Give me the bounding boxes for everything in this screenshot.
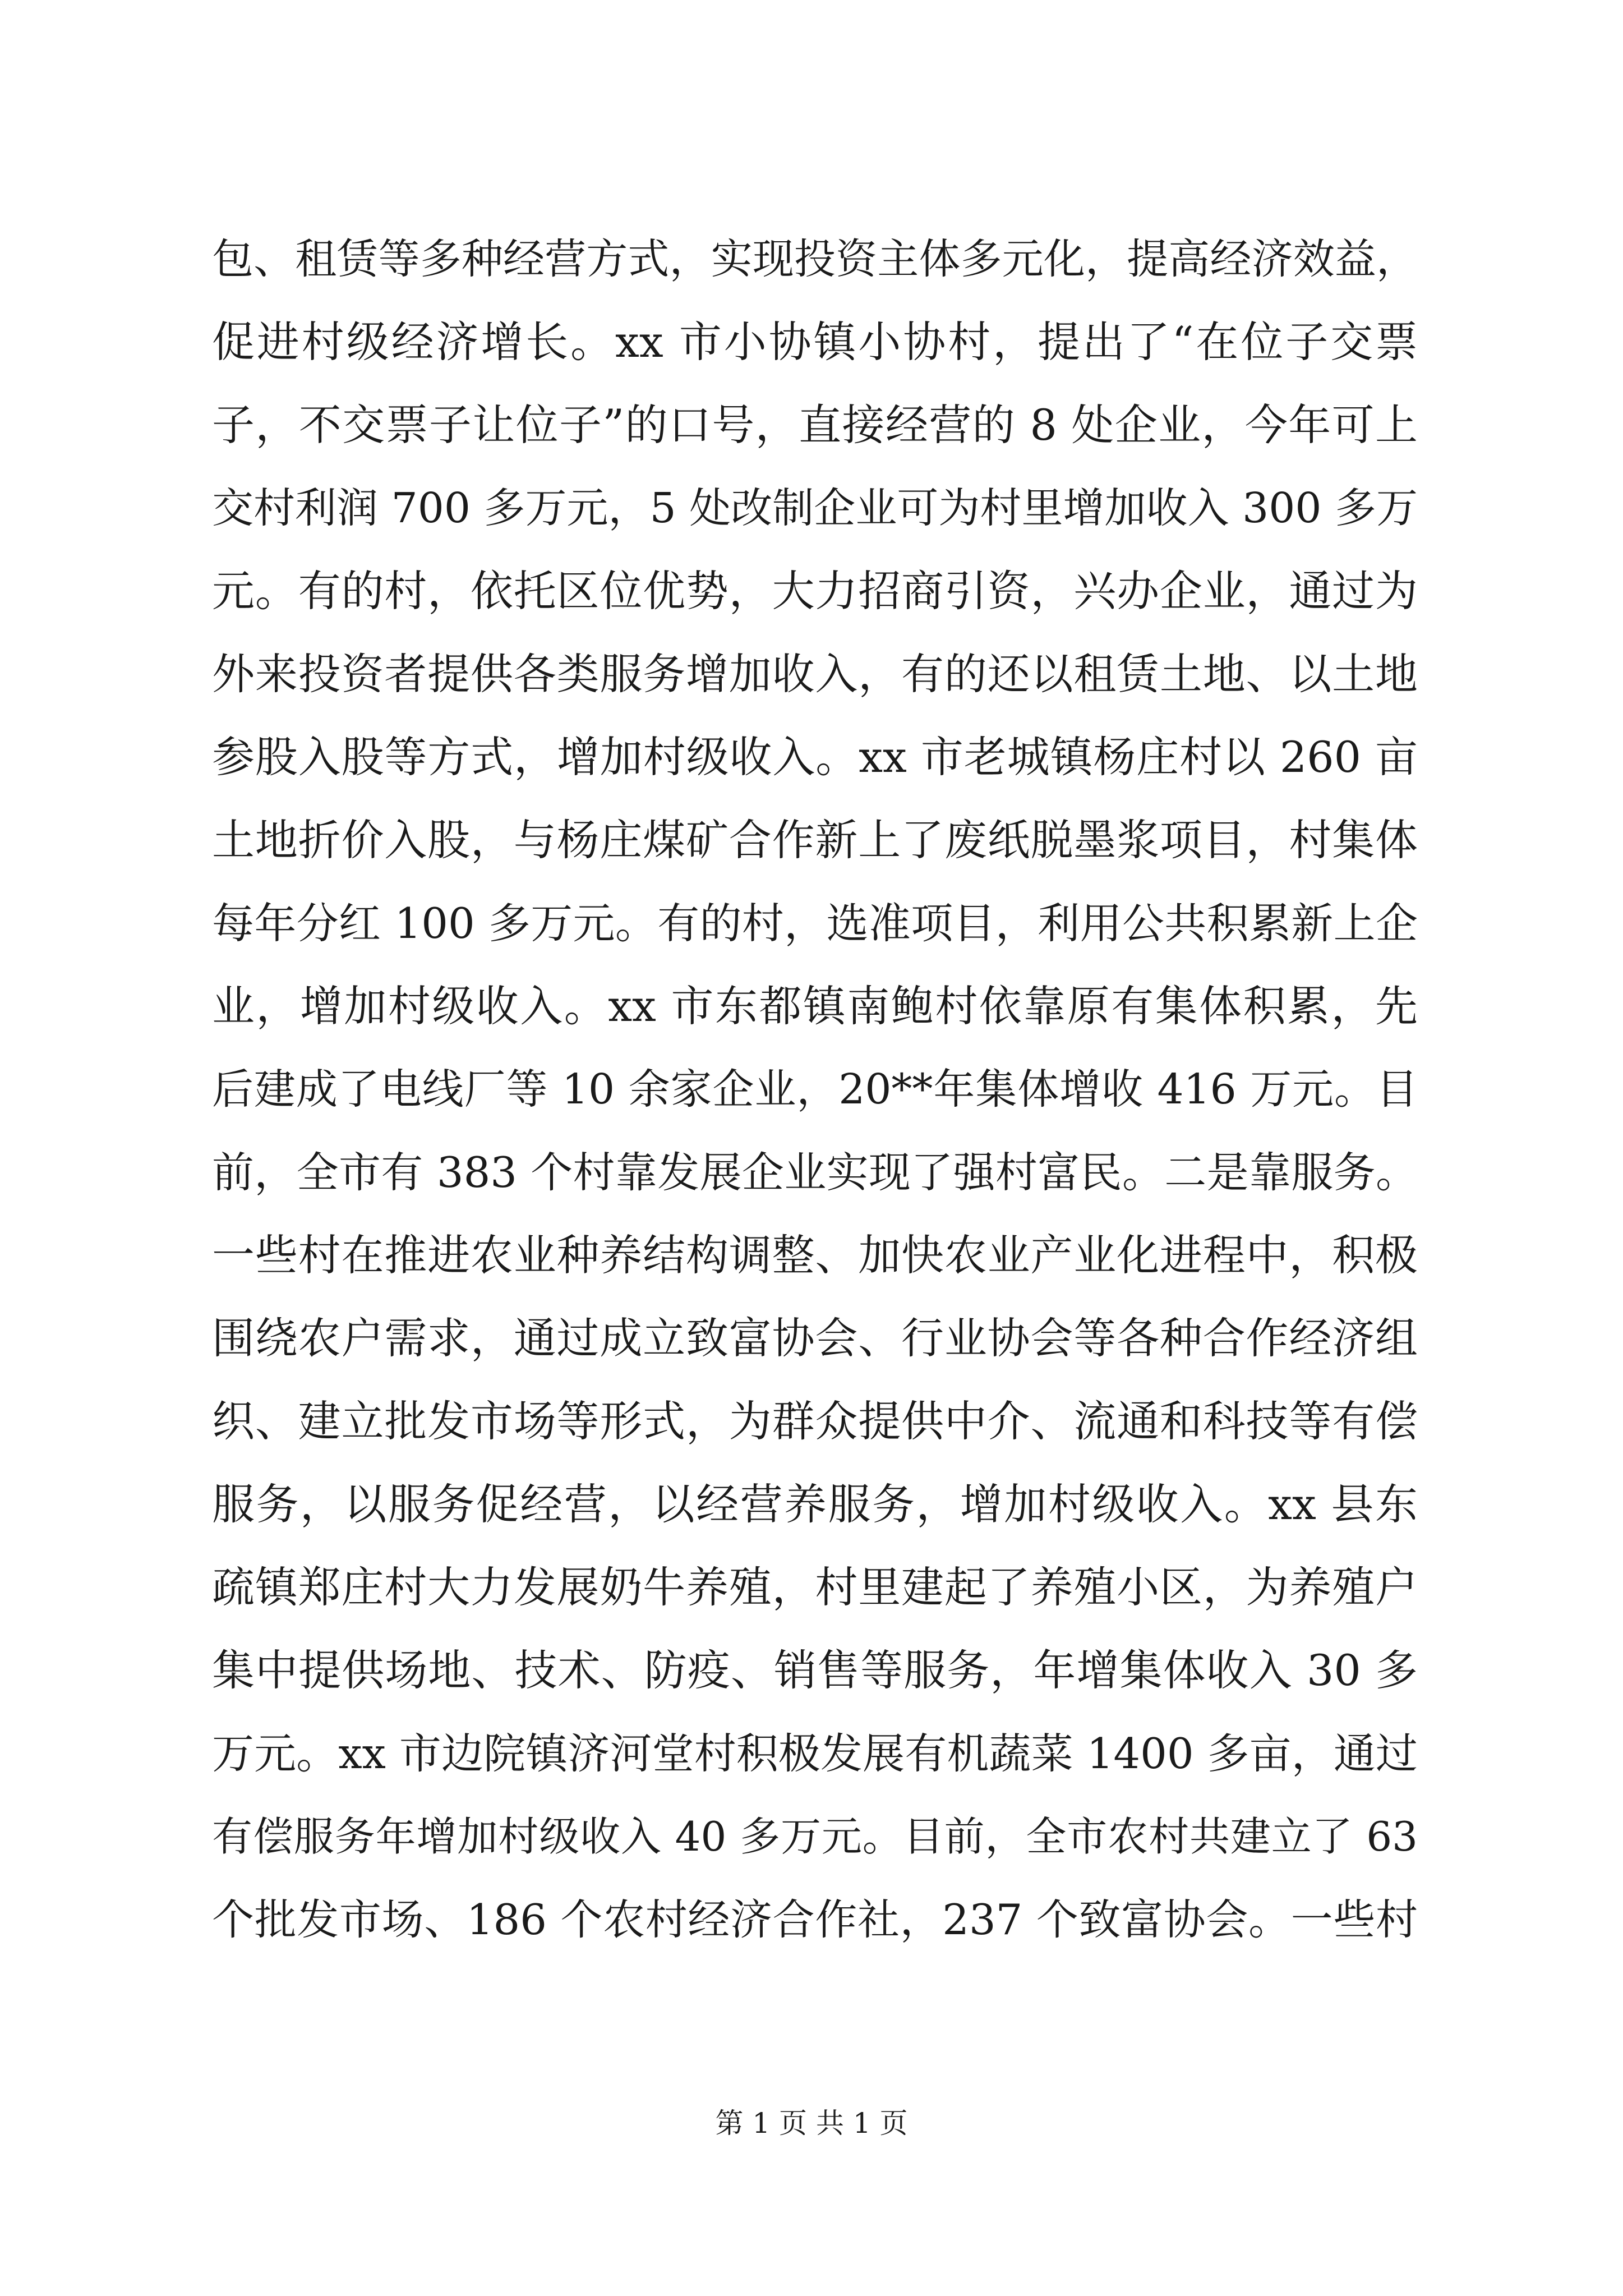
body-paragraph <box>212 218 1418 1961</box>
text-line-17: 疏镇郑庄村大力发展奶牛养殖，村里建起了养殖小区，为养殖户 <box>212 1562 1418 1612</box>
text-line-5: 元。有的村，依托区位优势，大力招商引资，兴办企业，通过为 <box>212 566 1418 616</box>
text-line-2: 促进村级经济增长。xx 市小协镇小协村，提出了“在位子交票 <box>212 317 1418 367</box>
page-number-label: 第 1 页 共 1 页 <box>715 2107 908 2139</box>
text-line-20: 有偿服务年增加村级收入 40 多万元。目前，全市农村共建立了 63 <box>212 1813 1418 1860</box>
text-line-9: 每年分红 100 多万元。有的村，选准项目，利用公共积累新上企 <box>212 899 1418 948</box>
text-line-8: 土地折价入股，与杨庄煤矿合作新上了废纸脱墨浆项目，村集体 <box>212 815 1418 865</box>
text-line-14: 围绕农户需求，通过成立致富协会、行业协会等各种合作经济组 <box>212 1313 1418 1363</box>
text-line-16: 服务，以服务促经营，以经营养服务，增加村级收入。xx 县东 <box>212 1479 1418 1529</box>
text-line-1: 包、租赁等多种经营方式，实现投资主体多元化，提高经济效益， <box>212 235 1418 283</box>
text-line-12: 前，全市有 383 个村靠发展企业实现了强村富民。二是靠服务。 <box>212 1148 1418 1197</box>
text-line-7: 参股入股等方式，增加村级收入。xx 市老城镇杨庄村以 260 亩 <box>212 732 1418 782</box>
text-line-4: 交村利润 700 多万元，5 处改制企业可为村里增加收入 300 多万 <box>212 484 1418 532</box>
text-line-21: 个批发市场、186 个农村经济合作社，237 个致富协会。一些村 <box>212 1895 1418 1944</box>
text-line-15: 织、建立批发市场等形式，为群众提供中介、流通和科技等有偿 <box>212 1396 1418 1446</box>
page-footer <box>0 2106 1623 2140</box>
text-line-11: 后建成了电线厂等 10 余家企业，20**年集体增收 416 万元。目 <box>212 1065 1418 1114</box>
text-line-18: 集中提供场地、技术、防疫、销售等服务，年增集体收入 30 多 <box>212 1645 1418 1695</box>
text-line-19: 万元。xx 市边院镇济河堂村积极发展有机蔬菜 1400 多亩，通过 <box>212 1729 1418 1778</box>
text-line-10: 业，增加村级收入。xx 市东都镇南鲍村依靠原有集体积累，先 <box>212 981 1418 1031</box>
text-line-13: 一些村在推进农业种养结构调整、加快农业产业化进程中，积极 <box>212 1230 1418 1280</box>
text-line-6: 外来投资者提供各类服务增加收入，有的还以租赁土地、以土地 <box>212 649 1418 699</box>
text-line-3: 子，不交票子让位子”的口号，直接经营的 8 处企业，今年可上 <box>212 400 1418 450</box>
